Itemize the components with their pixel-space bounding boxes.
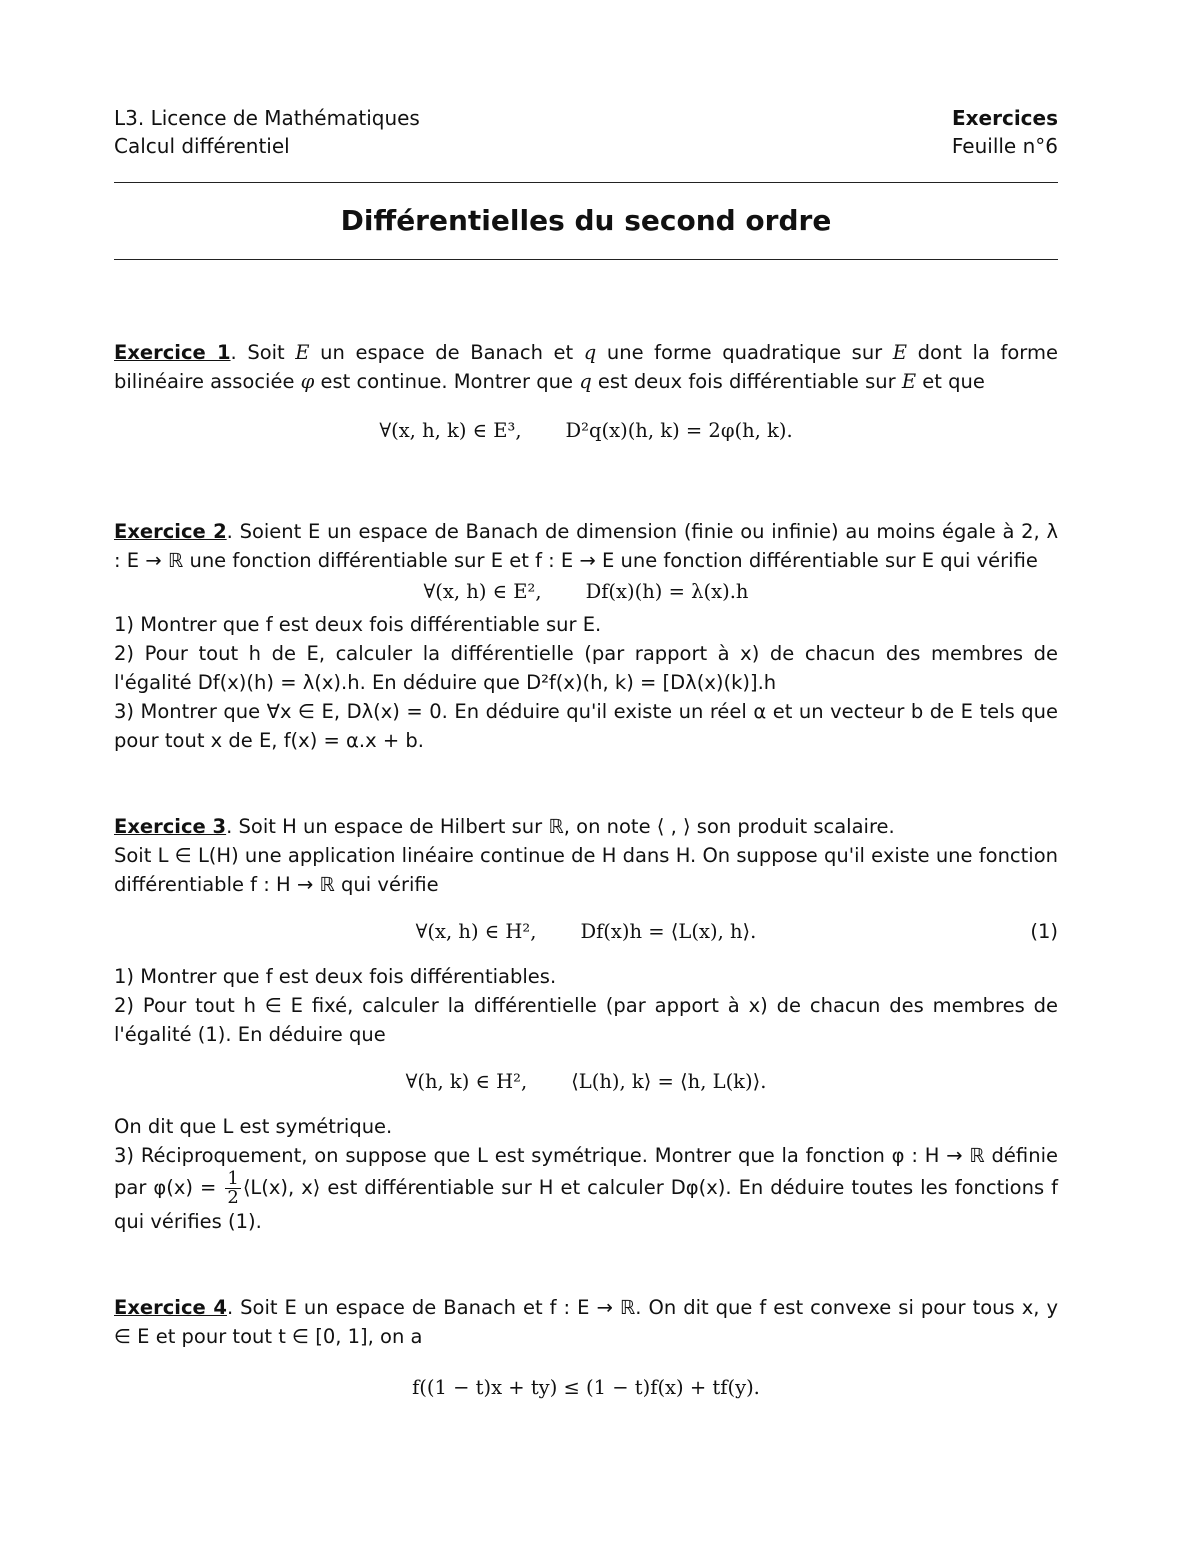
exercise-4-label: Exercice 4 bbox=[114, 1296, 227, 1319]
course-name: Calcul différentiel bbox=[114, 134, 290, 158]
exercise-3-symmetric-note: On dit que L est symétrique. bbox=[114, 1115, 393, 1138]
exercise-3-question-3: 3) Réciproquement, on suppose que L est symétrique. Montrer que la fonction φ : H → ℝ définie par φ(x) = $\frac{1}{2}$ ⟨L(x), x⟩ est différentiable sur H et calculer Dφ(x). En déduire toutes les fonctions f qui vérifies (1). bbox=[114, 1144, 1059, 1233]
exercise-2-question-3: 3) Montrer que ∀x ∈ E, Dλ(x) = 0. En déduire qu'il existe un réel α et un vecteur b de E tels que pour tout x de E, f(x) = α.x + b. bbox=[114, 700, 1058, 752]
header-row-2 bbox=[114, 132, 1058, 160]
exercise-1 bbox=[114, 338, 1058, 445]
exercise-2-statement: Exercice 2. Soient E un espace de Banach de dimension (finie ou infinie) au moins égale à 2, λ : E → ℝ une fonction différentiable sur E et f : E → E une fonction différentiable sur E qui vérifie bbox=[114, 520, 1059, 572]
exercise-1-statement: Exercice 1. Soit E un espace de Banach et q une forme quadratique sur E dont la forme bilinéaire associée φ est continue. Montrer que q est deux fois différentiable sur E et que bbox=[114, 341, 1058, 393]
exercise-2-question-1: 1) Montrer que f est deux fois différentiable sur E. bbox=[114, 613, 602, 636]
exercise-4-equation: f((1 − t)x + ty) ≤ (1 − t)f(x) + tf(y). bbox=[412, 1376, 760, 1399]
exercise-1-label: Exercice 1 bbox=[114, 341, 231, 364]
exercise-3-question-2: 2) Pour tout h ∈ E fixé, calculer la différentielle (par apport à x) de chacun des membres de l'égalité (1). En déduire que bbox=[114, 994, 1058, 1046]
exercise-3-statement: Exercice 3. Soit H un espace de Hilbert sur ℝ, on note ⟨ , ⟩ son produit scalaire. bbox=[114, 815, 895, 838]
header-row-1 bbox=[114, 104, 1058, 132]
exercise-3-label: Exercice 3 bbox=[114, 815, 227, 838]
course-level: L3. Licence de Mathématiques bbox=[114, 106, 420, 130]
top-rule bbox=[114, 182, 1058, 183]
exercise-3-question-1: 1) Montrer que f est deux fois différentiables. bbox=[114, 965, 557, 988]
exercise-3-statement-2: Soit L ∈ L(H) une application linéaire continue de H dans H. On suppose qu'il existe une fonction différentiable f : H → ℝ qui vérifie bbox=[114, 844, 1058, 896]
exercise-4 bbox=[114, 1293, 1058, 1402]
doc-type: Exercices bbox=[951, 106, 1058, 130]
exercise-2 bbox=[114, 517, 1058, 755]
exercise-1-equation: ∀(x, h, k) ∈ E³, D²q(x)(h, k) = 2φ(h, k). bbox=[379, 419, 793, 442]
equation-number: (1) bbox=[1030, 920, 1058, 943]
exercise-3-equation-2: ∀(h, k) ∈ H², ⟨L(h), k⟩ = ⟨h, L(k)⟩. bbox=[405, 1070, 767, 1093]
fraction-one-half: $\frac{1}{2}$ bbox=[227, 1168, 239, 1208]
exercise-2-equation: ∀(x, h) ∈ E², Df(x)(h) = λ(x).h bbox=[423, 580, 749, 603]
exercise-2-label: Exercice 2 bbox=[114, 520, 227, 543]
page-title: Différentielles du second ordre bbox=[340, 204, 832, 237]
title-rule bbox=[114, 259, 1058, 260]
document-page bbox=[114, 104, 1058, 1402]
sheet-number: Feuille n°6 bbox=[951, 134, 1058, 158]
exercise-3-equation-1: ∀(x, h) ∈ H², Df(x)h = ⟨L(x), h⟩. (1) bbox=[114, 917, 1058, 946]
exercise-3 bbox=[114, 812, 1058, 1236]
exercise-2-question-2: 2) Pour tout h de E, calculer la différentielle (par rapport à x) de chacun des membres de l'égalité Df(x)(h) = λ(x).h. En déduire que D²f(x)(h, k) = [Dλ(x)(k)].h bbox=[114, 642, 1058, 694]
exercise-4-statement: Exercice 4. Soit E un espace de Banach et f : E → ℝ. On dit que f est convexe si pour tous x, y ∈ E et pour tout t ∈ [0, 1], on a bbox=[114, 1296, 1058, 1348]
